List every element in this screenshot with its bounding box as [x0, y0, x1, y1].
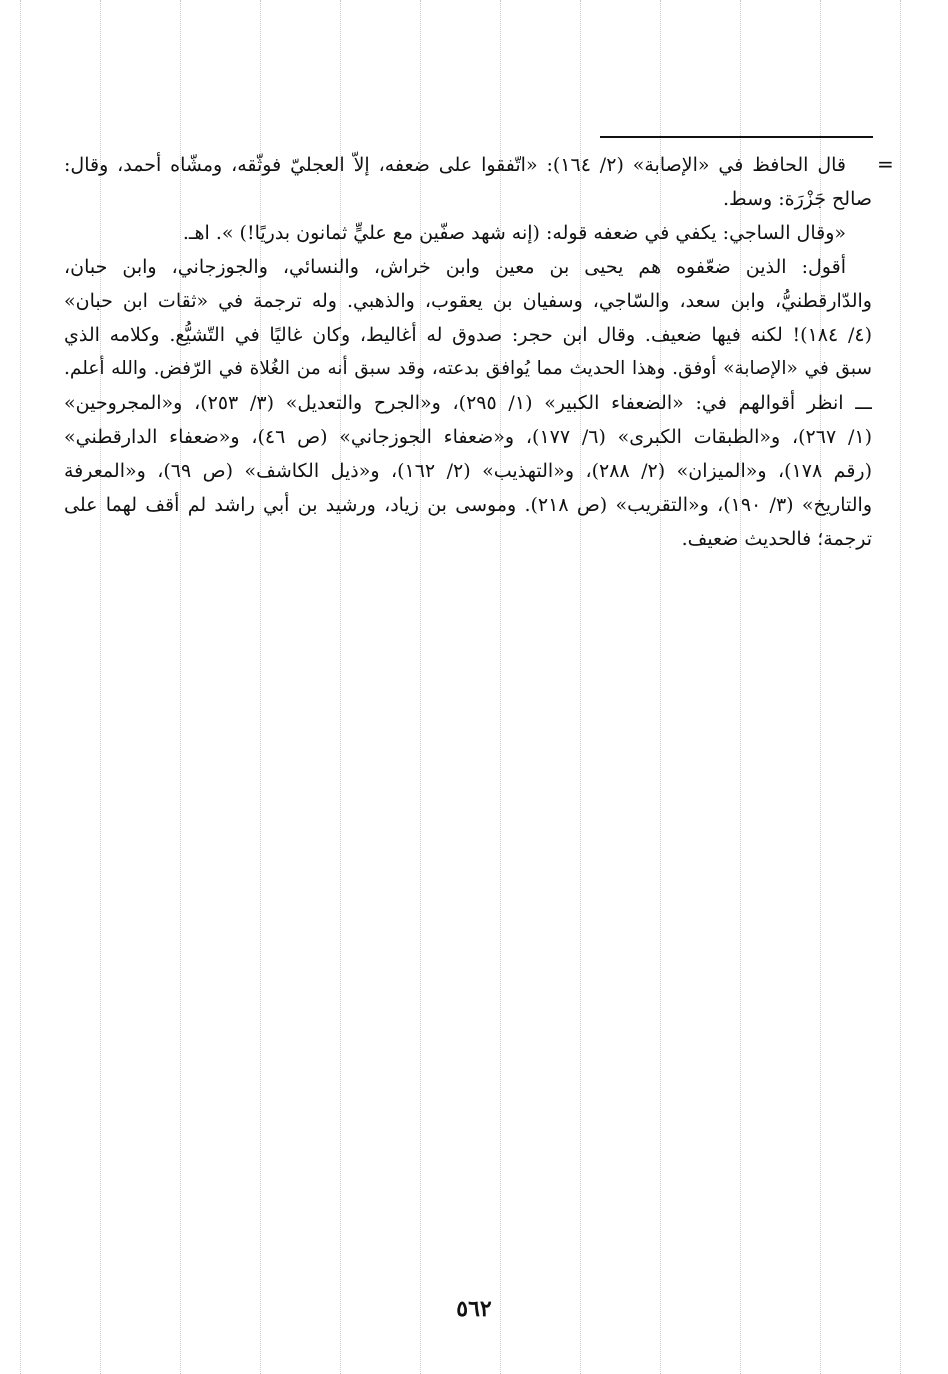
text-line: (٤/ ١٨٤)! لكنه فيها ضعيف. وقال ابن حجر: صدوق له أغاليط، وكان غاليًا في التّشيُّع. وكلامه الذي [64, 324, 872, 346]
text-line: صالح جَزْرَة: وسط. [723, 188, 872, 210]
footnote-text [64, 148, 872, 556]
text-line: قال الحافظ في «الإصابة» (٢/ ١٦٤): «اتّفقوا على ضعفه، إلاّ العجليّ فوثّقه، ومشّاه أحمد، وقال: [64, 154, 847, 176]
text-line: (رقم ١٧٨)، و«الميزان» (٢/ ٢٨٨)، و«التهذيب» (٢/ ١٦٢)، و«ذيل الكاشف» (ص ٦٩)، و«المعرفة [64, 460, 872, 482]
text-line: أقول: الذين ضعّفوه هم يحيى بن معين وابن خراش، والنسائي، والجوزجاني، وابن حبان، [64, 256, 846, 278]
page-number: ٥٦٢ [456, 1296, 492, 1322]
text-line: (١/ ٢٦٧)، و«الطبقات الكبرى» (٦/ ١٧٧)، و«ضعفاء الجوزجاني» (ص ٤٦)، و«ضعفاء الدارقطني» [64, 426, 872, 448]
text-line: ترجمة؛ فالحديث ضعيف. [681, 528, 872, 550]
footnote-separator-rule [600, 136, 873, 138]
text-line: والدّارقطنيُّ، وابن سعد، والسّاجي، وسفيان بن يعقوب، والذهبي. وله ترجمة في «ثقات ابن حبان» [64, 290, 872, 312]
text-line: سبق في «الإصابة» أوفق. وهذا الحديث مما يُوافق بدعته، وقد سبق أنه من الغُلاة في الرّفض. والله أعلم. [64, 358, 872, 379]
text-line: والتاريخ» (٣/ ١٩٠)، و«التقريب» (ص ٢١٨). وموسى بن زياد، ورشيد بن أبي راشد لم أقف لهما على [64, 494, 872, 516]
grid-line [900, 0, 901, 1374]
grid-line [20, 0, 21, 1374]
text-line: «وقال الساجي: يكفي في ضعفه قوله: (إنه شهد صفّين مع عليٍّ ثمانون بدريًا!) ». اهـ. [182, 222, 846, 244]
text-line: ـــ انظر أقوالهم في: «الضعفاء الكبير» (١/ ٢٩٥)، و«الجرح والتعديل» (٣/ ٢٥٣)، و«المجروحين» [64, 392, 872, 414]
continuation-mark: = [877, 152, 894, 176]
